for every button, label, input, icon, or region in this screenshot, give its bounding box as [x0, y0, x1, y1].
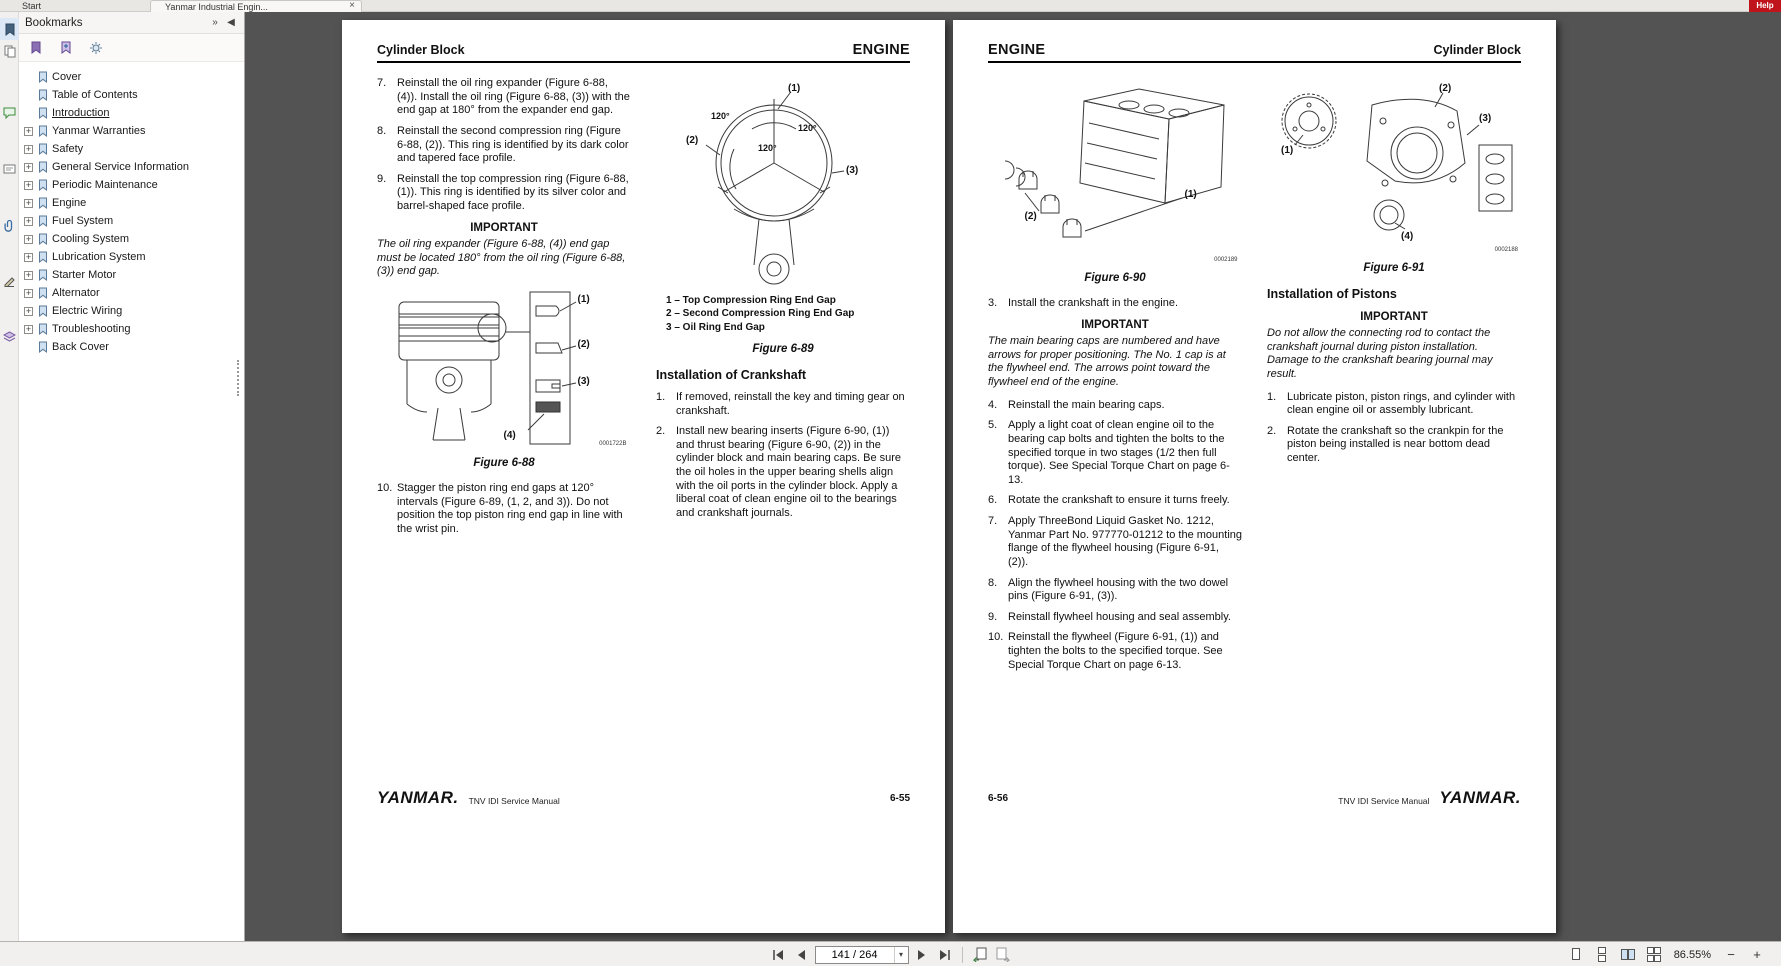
- step-item: [377, 125, 631, 166]
- step-text: Rotate the crankshaft so the crankpin for the piston being installed is near bottom dead center.: [1287, 424, 1504, 464]
- sidebar-item-general-service-information[interactable]: [19, 158, 244, 176]
- right-column: [656, 77, 910, 544]
- expand-icon[interactable]: +: [25, 143, 32, 154]
- step-number: 8.: [988, 576, 998, 589]
- sidebar-item-introduction[interactable]: [19, 104, 244, 122]
- bookmark-icon: [38, 287, 48, 299]
- sidebar-item-electric-wiring[interactable]: [19, 302, 244, 320]
- tab-bar: [0, 0, 1781, 12]
- step-text: Reinstall the flywheel (Figure 6-91, (1)) and tighten the bolts to the specified torque. See Special Torque Chart on page 6-13.: [1008, 631, 1223, 671]
- step-item: [988, 611, 1242, 625]
- bookmark-icon: [38, 341, 48, 353]
- step-text: Rotate the crankshaft to ensure it turns freely.: [1008, 494, 1230, 507]
- bookmark-icon: [38, 305, 48, 317]
- layers-panel-icon[interactable]: [0, 326, 19, 348]
- figure-callout: (1): [788, 83, 801, 94]
- right-column: [1267, 77, 1521, 679]
- angle-label: 120°: [711, 111, 730, 121]
- bookmark-label: Lubrication System: [52, 251, 146, 263]
- bookmark-icon: [38, 89, 48, 101]
- expander-spacer: [24, 73, 33, 82]
- step-number: 2.: [656, 425, 666, 438]
- important-title: IMPORTANT: [470, 221, 538, 234]
- step-item: [988, 494, 1242, 508]
- expand-icon[interactable]: +: [25, 323, 32, 334]
- page-6-55: [342, 20, 945, 933]
- fields-panel-icon[interactable]: [0, 158, 19, 180]
- figure-callout: (3): [577, 375, 590, 387]
- help-button[interactable]: Help: [1749, 0, 1781, 12]
- step-item: [377, 173, 631, 214]
- tab-start[interactable]: Start: [22, 1, 42, 11]
- bookmark-label: Yanmar Warranties: [52, 125, 146, 137]
- sidebar-item-yanmar-warranties[interactable]: [19, 122, 244, 140]
- sidebar-item-alternator[interactable]: [19, 284, 244, 302]
- bookmark-label: Cooling System: [52, 233, 130, 245]
- page-number: 6-56: [988, 792, 1009, 804]
- next-page-button[interactable]: [912, 945, 932, 964]
- close-icon[interactable]: ×: [349, 0, 355, 11]
- bookmark-icon: [38, 125, 48, 137]
- figure-callout: (2): [1439, 83, 1452, 94]
- tab-yanmar-manual[interactable]: [150, 0, 362, 12]
- figure-callout: (3): [846, 165, 859, 176]
- important-text: The oil ring expander (Figure 6-88, (4)) end gap must be located 180° from the oil ring (Figure 6-88, (3)) end gap.: [377, 237, 626, 278]
- step-text: If removed, reinstall the key and timing gear on crankshaft.: [676, 390, 905, 417]
- manual-title: TNV IDI Service Manual: [1338, 795, 1430, 806]
- sidebar-item-cooling-system[interactable]: [19, 230, 244, 248]
- toolbar-separator: [962, 947, 963, 963]
- sidebar-item-cover[interactable]: [19, 68, 244, 86]
- bookmarks-list: [19, 64, 244, 941]
- figure-callout: (3): [1479, 113, 1492, 124]
- angle-label: 120°: [758, 143, 777, 153]
- left-column: [377, 77, 631, 544]
- step-text: Install the crankshaft in the engine.: [1008, 297, 1178, 310]
- bookmark-icon: [38, 107, 48, 119]
- step-text: Stagger the piston ring end gaps at 120° intervals (Figure 6-89, (1, 2, and 3)). Do not position the top piston ring end gap in line with the wrist pin.: [397, 482, 623, 535]
- figure-part-number: 0002188: [1494, 246, 1518, 253]
- expand-icon[interactable]: +: [25, 269, 32, 280]
- comments-panel-icon[interactable]: [0, 102, 19, 124]
- new-bookmark-icon[interactable]: [27, 40, 45, 56]
- first-page-button[interactable]: [769, 945, 789, 964]
- angle-label: 120°: [798, 123, 817, 133]
- view-single-page-icon[interactable]: [1566, 945, 1586, 964]
- bookmark-icon: [38, 71, 48, 83]
- step-text: Reinstall the top compression ring (Figure 6-88, (1)). This ring is identified by its silver color and barrel-shaped face profile.: [397, 172, 629, 212]
- yanmar-logo: YANMAR.: [1439, 788, 1521, 807]
- expand-icon[interactable]: +: [25, 197, 32, 208]
- figure-caption: Figure 6-90: [1084, 272, 1146, 284]
- figure-callout: (1): [1281, 145, 1294, 156]
- bookmark-label: Troubleshooting: [52, 323, 131, 335]
- step-number: 8.: [377, 124, 387, 137]
- figure-callout: (1): [1184, 189, 1197, 200]
- bookmark-label: Introduction: [52, 107, 110, 119]
- bookmark-icon: [38, 233, 48, 245]
- header-section: Cylinder Block: [1433, 43, 1521, 57]
- figure-6-89: [656, 83, 911, 293]
- view-facing-continuous-icon[interactable]: [1644, 945, 1664, 964]
- step-text: Align the flywheel housing with the two dowel pins (Figure 6-91, (3)).: [1008, 576, 1229, 603]
- view-continuous-icon[interactable]: [1592, 945, 1612, 964]
- legend-item: 1 – Top Compression Ring End Gap: [666, 295, 836, 306]
- bookmarks-panel-icon[interactable]: [0, 18, 19, 40]
- step-number: 3.: [988, 297, 998, 310]
- figure-caption: Figure 6-89: [752, 343, 814, 356]
- expander-spacer: [24, 109, 33, 118]
- step-text: Reinstall the main bearing caps.: [1008, 398, 1165, 411]
- bookmarks-header: [19, 12, 244, 34]
- sidebar-item-starter-motor[interactable]: [19, 266, 244, 284]
- step-number: 7.: [988, 515, 998, 527]
- section-heading: Installation of Crankshaft: [656, 368, 807, 383]
- header-chapter: ENGINE: [988, 42, 1046, 58]
- bookmark-icon: [38, 197, 48, 209]
- bookmark-options-icon[interactable]: [87, 40, 105, 56]
- bookmark-label: Engine: [52, 197, 87, 209]
- signatures-panel-icon[interactable]: [0, 270, 19, 292]
- bookmark-label: General Service Information: [52, 161, 189, 173]
- left-column: [988, 77, 1242, 679]
- bookmark-label: Electric Wiring: [52, 305, 123, 317]
- bookmark-label: Safety: [52, 143, 84, 155]
- figure-callout: (4): [503, 429, 516, 441]
- previous-view-button[interactable]: [970, 945, 990, 964]
- expand-icon[interactable]: +: [25, 125, 32, 136]
- expand-icon[interactable]: +: [25, 161, 32, 172]
- step-number: 1.: [1267, 390, 1277, 403]
- figure-callout: (2): [577, 338, 590, 350]
- attachments-panel-icon[interactable]: [0, 214, 19, 236]
- bookmark-label: Fuel System: [52, 215, 114, 227]
- section-heading: Installation of Pistons: [1267, 287, 1397, 302]
- prev-page-button[interactable]: [792, 945, 812, 964]
- figure-callout: (2): [1024, 211, 1037, 222]
- step-number: 10.: [988, 631, 1004, 644]
- running-header: [988, 42, 1521, 63]
- bookmark-label: Cover: [52, 71, 82, 83]
- figure-6-88: [378, 288, 631, 453]
- goto-bookmark-icon[interactable]: [57, 40, 75, 56]
- step-number: 9.: [988, 610, 998, 623]
- figure-6-91: [1267, 83, 1522, 258]
- header-chapter: ENGINE: [852, 42, 910, 58]
- step-text: Lubricate piston, piston rings, and cylinder with clean engine oil or assembly lubricant.: [1287, 390, 1516, 417]
- figure-caption: Figure 6-91: [1363, 262, 1425, 274]
- view-facing-icon[interactable]: [1618, 945, 1638, 964]
- expand-icon[interactable]: +: [25, 305, 32, 316]
- document-viewport[interactable]: [246, 12, 1781, 941]
- step-item: [377, 482, 631, 537]
- expand-all-icon[interactable]: »: [212, 17, 218, 28]
- figure-6-90: [989, 83, 1242, 268]
- bookmark-label: Periodic Maintenance: [52, 179, 158, 191]
- next-view-button[interactable]: [993, 945, 1013, 964]
- page-number-box: [815, 946, 909, 964]
- step-number: 1.: [656, 390, 666, 403]
- bookmark-label: Alternator: [52, 287, 100, 299]
- sidebar-item-troubleshooting[interactable]: [19, 320, 244, 338]
- important-text: Do not allow the connecting rod to contact the crankshaft journal during piston installation. Damage to the crankshaft bearing journal may result.: [1267, 327, 1493, 380]
- important-text: The main bearing caps are numbered and have arrows for proper positioning. The No. 1 cap is at the flywheel end. The arrows point toward the flywheel end of the engine.: [988, 335, 1226, 388]
- manual-title: TNV IDI Service Manual: [468, 795, 560, 806]
- step-item: [1267, 391, 1521, 418]
- bookmark-label: Starter Motor: [52, 269, 117, 281]
- figure-part-number: 0002189: [1214, 256, 1238, 263]
- bookmarks-panel: [0, 12, 245, 941]
- page-footer: [377, 788, 910, 808]
- sidebar-item-periodic-maintenance[interactable]: [19, 176, 244, 194]
- bookmark-label: Back Cover: [52, 341, 109, 353]
- chevron-down-icon[interactable]: ▾: [894, 947, 908, 963]
- bookmark-icon: [38, 179, 48, 191]
- bookmark-icon: [38, 215, 48, 227]
- step-text: Apply a light coat of clean engine oil to the bearing cap bolts and tighten the bolts to the specified torque in two stages (1/2 then full torque). See Special Torque Chart on page 6-13.: [1008, 419, 1230, 486]
- sidebar-item-back-cover[interactable]: [19, 338, 244, 356]
- sidebar-item-table-of-contents[interactable]: [19, 86, 244, 104]
- expand-icon[interactable]: +: [25, 233, 32, 244]
- step-number: 7.: [377, 77, 387, 89]
- step-number: 2.: [1267, 424, 1277, 437]
- header-section: Cylinder Block: [377, 43, 465, 57]
- step-number: 9.: [377, 172, 387, 185]
- expand-icon[interactable]: +: [25, 215, 32, 226]
- step-item: [988, 419, 1242, 487]
- bookmarks-title: Bookmarks: [25, 16, 83, 29]
- bookmark-label: Table of Contents: [52, 89, 138, 101]
- sidebar-item-fuel-system[interactable]: [19, 212, 244, 230]
- page-6-56: [953, 20, 1556, 933]
- step-text: Reinstall the oil ring expander (Figure 6-88, (4)). Install the oil ring (Figure 6-88, (3)) with the end gap at 180° from the expander end gap.: [397, 77, 630, 117]
- expand-icon[interactable]: +: [25, 251, 32, 262]
- bookmark-icon: [38, 251, 48, 263]
- figure-callout: (1): [577, 293, 590, 305]
- running-header: [377, 42, 910, 63]
- figure-callout: (4): [1401, 231, 1414, 242]
- step-item: [988, 577, 1242, 604]
- sidebar-item-lubrication-system[interactable]: [19, 248, 244, 266]
- figure-callout: (2): [686, 135, 699, 146]
- page-number-input[interactable]: [816, 947, 894, 963]
- yanmar-logo: YANMAR.: [377, 788, 459, 807]
- step-number: 10.: [377, 482, 393, 494]
- bookmark-icon: [38, 161, 48, 173]
- step-item: [988, 399, 1242, 413]
- step-item: [656, 391, 910, 418]
- bookmarks-toolbar: [19, 34, 244, 62]
- important-title: IMPORTANT: [1360, 310, 1428, 323]
- step-number: 4.: [988, 398, 998, 411]
- panel-resize-handle[interactable]: [237, 360, 240, 396]
- zoom-out-button[interactable]: −: [1727, 947, 1735, 962]
- important-title: IMPORTANT: [1081, 318, 1149, 331]
- step-item: [377, 77, 631, 118]
- last-page-button[interactable]: [935, 945, 955, 964]
- page-number: 6-55: [889, 792, 910, 804]
- sidebar-item-engine[interactable]: [19, 194, 244, 212]
- collapse-panel-icon[interactable]: ◀: [227, 17, 235, 28]
- step-item: [656, 425, 910, 520]
- legend-item: 2 – Second Compression Ring End Gap: [666, 308, 855, 320]
- step-text: Reinstall the second compression ring (Figure 6-88, (2)). This ring is identified by its dark color and tapered face profile.: [397, 124, 629, 165]
- step-item: [988, 297, 1242, 311]
- zoom-level: 86.55%: [1673, 948, 1711, 961]
- tab-label: Yanmar Industrial Engin...: [165, 2, 268, 12]
- legend-item: 3 – Oil Ring End Gap: [666, 321, 765, 333]
- page-footer: [988, 788, 1521, 808]
- sidebar-item-safety[interactable]: [19, 140, 244, 158]
- figure-part-number: 0001722B: [599, 441, 627, 448]
- step-text: Reinstall flywheel housing and seal assembly.: [1008, 610, 1231, 623]
- expand-icon[interactable]: +: [25, 179, 32, 190]
- step-number: 6.: [988, 494, 998, 507]
- step-number: 5.: [988, 419, 998, 432]
- expand-icon[interactable]: +: [25, 287, 32, 298]
- zoom-in-button[interactable]: +: [1753, 947, 1761, 962]
- bookmark-icon: [38, 269, 48, 281]
- step-text: Install new bearing inserts (Figure 6-90, (1)) and thrust bearing (Figure 6-90, (2)) in the cylinder block and main bearing caps. Be sure the oil holes in the upper bearing shells align with the oil ports in the cylinder block. Apply a liberal coat of clean engine oil to the bearings and crankshaft journals.: [676, 425, 902, 519]
- bookmark-icon: [38, 323, 48, 335]
- step-item: [988, 631, 1242, 672]
- view-zoom-controls: [1566, 942, 1767, 966]
- figure-caption: Figure 6-88: [473, 456, 535, 469]
- step-item: [1267, 425, 1521, 466]
- pages-panel-icon[interactable]: [0, 40, 19, 62]
- page-navigation: [769, 942, 1013, 966]
- bottom-toolbar: [0, 941, 1781, 966]
- expander-spacer: [24, 91, 33, 100]
- step-text: Apply ThreeBond Liquid Gasket No. 1212, Yanmar Part No. 977770-01212 to the mounting flange of the flywheel housing (Figure 6-91, (2)).: [1008, 515, 1243, 568]
- bookmark-icon: [38, 143, 48, 155]
- navigation-panel-strip: [0, 12, 19, 941]
- expander-spacer: [24, 343, 33, 352]
- step-item: [988, 515, 1242, 570]
